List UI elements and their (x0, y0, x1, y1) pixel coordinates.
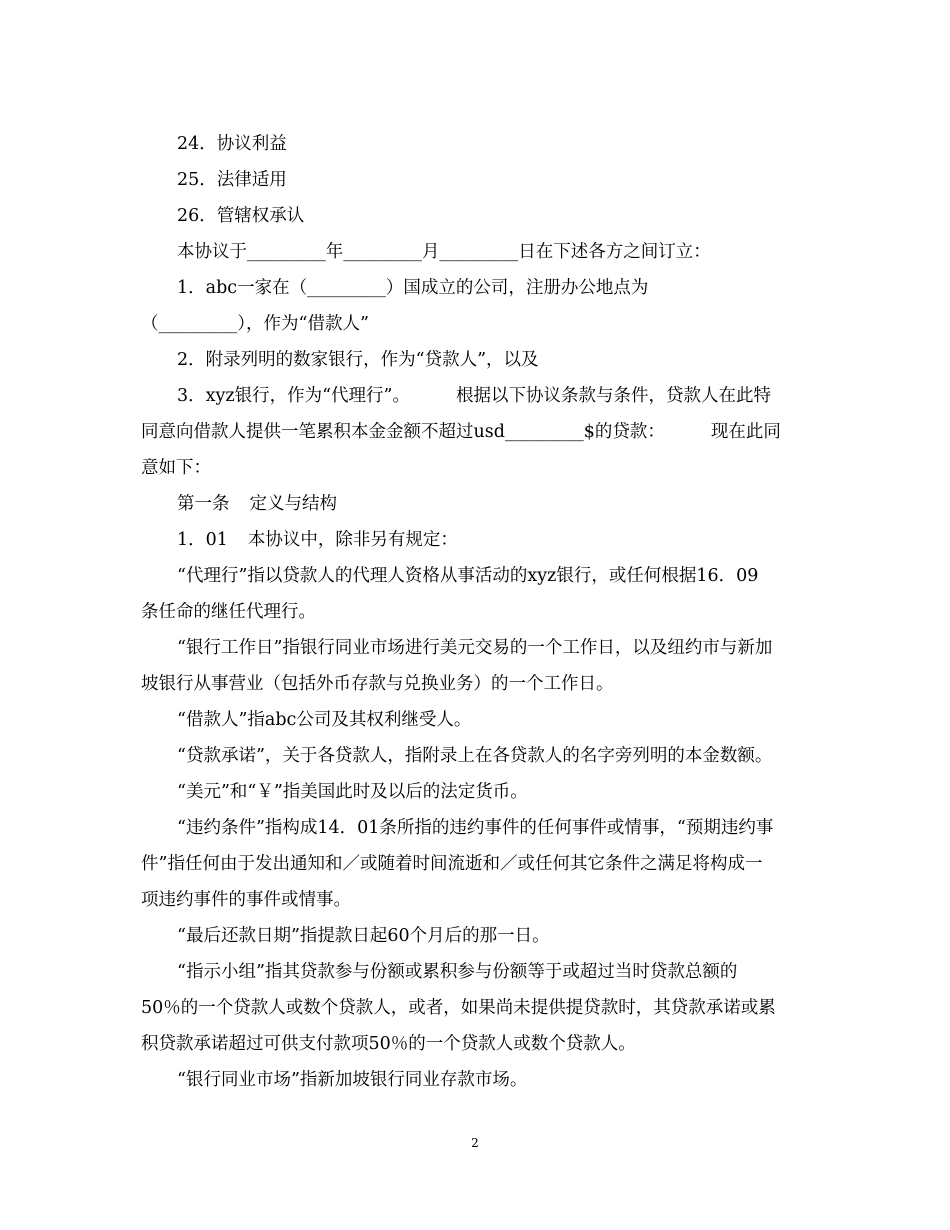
definition-default-line-3: 项违约事件的事件或情事。 (141, 890, 351, 910)
definition-interbank-market: “银行同业市场”指新加坡银行同业存款市场。 (177, 1070, 528, 1090)
party-lenders-line: 2．附录列明的数家银行，作为“贷款人”，以及 (177, 350, 539, 370)
definition-agent-line-2: 条任命的继任代理行。 (141, 602, 316, 622)
definition-business-day-line-1: “银行工作日”指银行同业市场进行美元交易的一个工作日，以及纽约市与新加 (177, 638, 773, 658)
toc-item-24: 24．协议利益 (177, 134, 287, 154)
recital-text-start: 根据以下协议条款与条件，贷款人在此特 (456, 386, 772, 406)
recital-text: 同意向借款人提供一笔累积本金金额不超过usd_________$的贷款： (141, 422, 665, 442)
section-number: 1．01 (177, 530, 228, 550)
agreement-date-line: 本协议于_________年_________月_________日在下述各方之间订立： (177, 242, 711, 262)
article-number: 第一条 (177, 494, 230, 514)
article-one-heading (141, 486, 813, 522)
toc-item-25: 25．法律适用 (177, 170, 287, 190)
page-number: 2 (471, 1136, 479, 1150)
toc-item-26: 26．管辖权承认 (177, 206, 305, 226)
party-borrower-line-2: （_________），作为“借款人” (141, 314, 369, 334)
definition-dollars: “美元”和“￥”指美国此时及以后的法定货币。 (177, 782, 528, 802)
agreement-text-start: 现在此同 (710, 422, 781, 442)
definition-instructing-group-line-1: “指示小组”指其贷款参与份额或累积参与份额等于或超过当时贷款总额的 (177, 962, 738, 982)
party-agent-line (141, 378, 813, 414)
definition-business-day-line-2: 坡银行从事营业（包括外币存款与兑换业务）的一个工作日。 (141, 674, 614, 694)
definition-final-repayment-date: “最后还款日期”指提款日起60个月后的那一日。 (177, 926, 550, 946)
section-text: 本协议中，除非另有规定： (247, 530, 458, 550)
definition-agent-line-1: “代理行”指以贷款人的代理人资格从事活动的xyz银行，或任何根据16．09 (177, 566, 759, 586)
article-title: 定义与结构 (249, 494, 337, 514)
party-borrower-line-1: 1．abc一家在（_________）国成立的公司，注册办公地点为 (177, 278, 649, 298)
definition-commitment: “贷款承诺”，关于各贷款人，指附录上在各贷款人的名字旁列明的本金数额。 (177, 746, 773, 766)
definition-borrower: “借款人”指abc公司及其权利继受人。 (177, 710, 472, 730)
definition-instructing-group-line-2: 50％的一个贷款人或数个贷款人，或者，如果尚未提供提贷款时，其贷款承诺或累 (141, 998, 776, 1018)
definition-default-line-2: 件”指任何由于发出通知和／或随着时间流逝和／或任何其它条件之满足将构成一 (141, 854, 763, 874)
document-body (141, 126, 813, 1098)
party-agent-text: 3．xyz银行，作为“代理行”。 (177, 386, 411, 406)
definition-instructing-group-line-3: 积贷款承诺超过可供支付款项50％的一个贷款人或数个贷款人。 (141, 1034, 636, 1054)
section-1-01 (141, 522, 813, 558)
agreement-text-end: 意如下： (141, 458, 211, 478)
definition-default-line-1: “违约条件”指构成14．01条所指的违约事件的任何事件或情事，“预期违约事 (177, 818, 774, 838)
recital-line-2 (141, 414, 813, 450)
